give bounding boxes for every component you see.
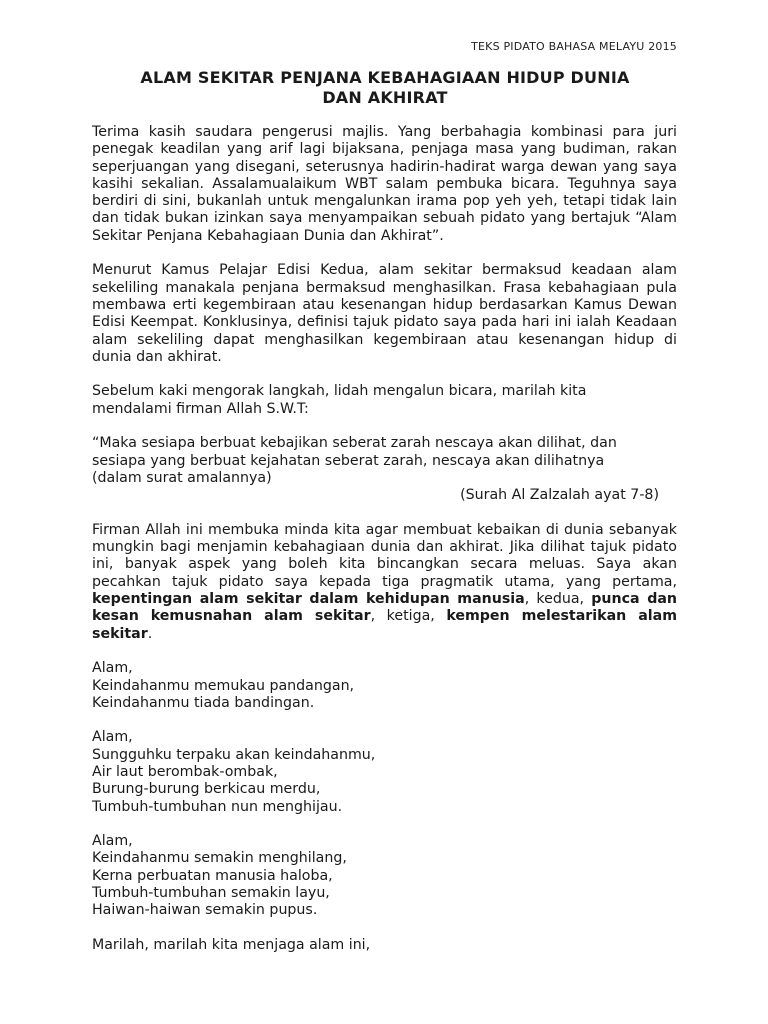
poem-line: Keindahanmu semakin menghilang,: [92, 850, 347, 867]
poem-line: Kerna perbuatan manusia haloba,: [92, 867, 333, 884]
paragraph-outline: [92, 522, 677, 643]
paragraph-opening: Terima kasih saudara pengerusi majlis. Yang berbahagia kombinasi para juri penegak keadilan yang arif lagi bijaksana, penjaga masa yang budiman, rakan seperjuangan yang disegani, seterusnya hadirin-hadirat warga dewan yang saya kasihi sekalian. Assalamualaikum WBT salam pembuka bicara. Teguhnya saya berdiri di sini, bukanlah untuk mengalunkan irama pop yeh yeh, tetapi tidak lain dan tidak bukan izinkan saya menyampaikan sebuah pidato yang bertajuk “Alam Sekitar Penjana Kebahagiaan Dunia dan Akhirat”.: [92, 124, 677, 244]
quote-line-3: (dalam surat amalannya): [92, 469, 272, 486]
quote-line-2: sesiapa yang berbuat kejahatan seberat zarah, nescaya akan dilihatnya: [92, 452, 605, 469]
poem-line: Alam,: [92, 833, 133, 850]
poem-line: Tumbuh-tumbuhan semakin layu,: [92, 885, 330, 902]
quran-quote: [92, 435, 677, 487]
poem-line: Keindahanmu tiada bandingan.: [92, 694, 315, 711]
poem-stanza-1: [92, 660, 677, 712]
poem-line: Sungguhku terpaku akan keindahanmu,: [92, 746, 376, 763]
poem-line: Tumbuh-tumbuhan nun menghijau.: [92, 798, 343, 815]
poem-line: Burung-burung berkicau merdu,: [92, 781, 321, 798]
poem-line: Keindahanmu memukau pandangan,: [92, 677, 355, 694]
poem-line: Air laut berombak-ombak,: [92, 763, 278, 780]
outline-point-2: punca dan kesan kemusnahan alam sekitar: [92, 591, 678, 625]
title-line-1: ALAM SEKITAR PENJANA KEBAHAGIAAN HIDUP DUNIA: [140, 68, 630, 87]
poem-stanza-2: [92, 729, 677, 815]
poem-closing: [92, 937, 677, 954]
poem-line: Alam,: [92, 660, 133, 677]
outline-text-1: Firman Allah ini membuka minda kita agar membuat kebaikan di dunia sebanyak mungkin bagi menjamin kebahagiaan dunia dan akhirat. Jika dilihat tajuk pidato ini, banyak aspek yang boleh kita bincangkan secara meluas. Saya akan pecahkan tajuk pidato saya kepada tiga pragmatik utama, yang pertama,: [92, 521, 677, 590]
poem-line: Marilah, marilah kita menjaga alam ini,: [92, 936, 371, 953]
paragraph-definition: Menurut Kamus Pelajar Edisi Kedua, alam sekitar bermaksud keadaan alam sekeliling manakala penjana bermaksud menghasilkan. Frasa kebahagiaan pula membawa erti kegembiraan atau kesenangan hidup berdasarkan Kamus Dewan Edisi Keempat. Konklusinya, definisi tajuk pidato saya pada hari ini ialah Keadaan alam sekeliling dapat menghasilkan kegembiraan atau kesenangan hidup di dunia dan akhirat.: [92, 262, 677, 365]
quote-source: (Surah Al Zalzalah ayat 7-8): [460, 487, 659, 504]
outline-text-3: , ketiga,: [370, 608, 447, 625]
intro-verse-line-2: mendalami firman Allah S.W.T:: [92, 400, 309, 417]
document-body: [92, 124, 677, 972]
outline-point-1: kepentingan alam sekitar dalam kehidupan manusia: [92, 591, 525, 608]
poem-line: Haiwan-haiwan semakin pupus.: [92, 902, 318, 919]
paragraph-intro-verse: [92, 383, 677, 418]
running-header: TEKS PIDATO BAHASA MELAYU 2015: [471, 40, 677, 53]
quote-line-1: “Maka sesiapa berbuat kebajikan seberat zarah nescaya akan dilihat, dan: [92, 435, 617, 452]
outline-point-3: kempen melestarikan alam sekitar: [92, 608, 678, 642]
title-line-2: DAN AKHIRAT: [322, 88, 448, 107]
poem-stanza-3: [92, 833, 677, 919]
poem-line: Alam,: [92, 729, 133, 746]
outline-text-4: .: [147, 625, 153, 642]
intro-verse-line-1: Sebelum kaki mengorak langkah, lidah mengalun bicara, marilah kita: [92, 383, 587, 400]
document-title: [95, 68, 675, 108]
outline-text-2: , kedua,: [524, 591, 592, 608]
